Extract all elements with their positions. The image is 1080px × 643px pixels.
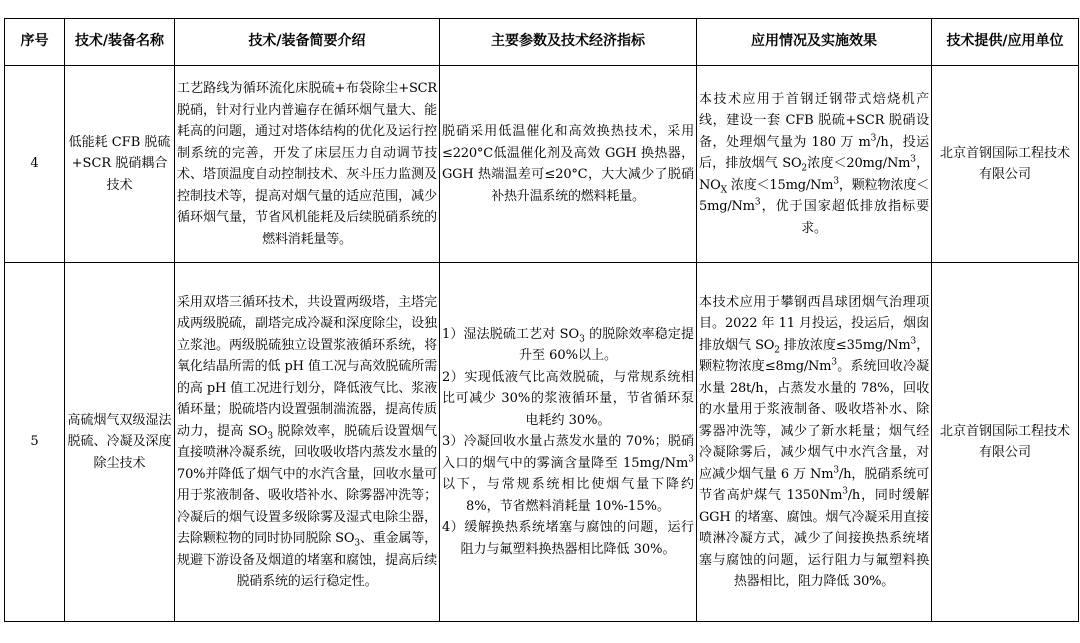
effect-text: 浓度＜15mg/Nm <box>726 177 834 193</box>
superscript: 3 <box>831 357 837 368</box>
effect-text: ，NO <box>699 156 929 193</box>
effect-text: ，颗粒物浓度＜5mg/Nm <box>699 177 929 215</box>
header-provider-unit: 技术提供/应用单位 <box>932 19 1079 66</box>
effect-text: 浓度＜20mg/Nm <box>806 156 911 172</box>
effect-text: 排放浓度≤35mg/Nm <box>779 337 911 353</box>
effect-text: /h，投运后，排放烟气 SO <box>699 134 929 172</box>
superscript: 3 <box>842 486 848 497</box>
header-technology-name: 技术/装备名称 <box>65 19 175 66</box>
table-row <box>5 263 1079 622</box>
table-header-row <box>5 19 1079 66</box>
row-technology-name: 高硫烟气双级湿法脱硫、冷凝及深度除尘技术 <box>65 263 175 622</box>
row-application-effect <box>697 66 932 263</box>
header-main-parameters: 主要参数及技术经济指标 <box>440 19 697 66</box>
row-provider-unit: 北京首钢国际工程技术有限公司 <box>932 263 1079 622</box>
superscript: 3 <box>910 336 916 347</box>
superscript: 3 <box>754 197 761 208</box>
subscript: 3 <box>267 431 273 442</box>
parameter-item-2: 2）实现低液气比高效脱硫，与常规系统相比可减少 30%的浆液循环量，节省循环泵电耗约 30%。 <box>442 369 694 428</box>
subscript: 2 <box>774 345 780 356</box>
effect-text: 本技术应用于首钢迁钢带式焙烧机产线，建设一套 CFB 脱硫+SCR 脱硝设备，处理烟气量为 180 万 m <box>699 91 929 150</box>
subscript: 2 <box>801 163 807 174</box>
row-brief-introduction: 工艺路线为循环流化床脱硫+布袋除尘+SCR脱硝，针对行业内普遍存在循环烟气量大、能耗高的问题，通过对塔体结构的优化及运行控制系统的完善，开发了床层压力自动调节技术、塔顶温度自动控制技术、灰斗压力监测及控制技术等，提高对烟气量的适应范围，减少循环烟气量，节省风机能耗及后续脱硝系统的燃料消耗量等。 <box>175 66 440 263</box>
row-serial-number: 4 <box>5 66 65 263</box>
row-main-parameters <box>440 263 697 622</box>
header-application-effect: 应用情况及实施效果 <box>697 19 932 66</box>
subscript: 3 <box>579 334 585 345</box>
effect-text: ，颗粒物浓度≤8mg/Nm <box>699 337 929 374</box>
row-technology-name: 低能耗 CFB 脱硫+SCR 脱硝耦合技术 <box>65 66 175 263</box>
subscript: 3 <box>354 538 360 549</box>
intro-text: 、重金属等，规避下游设备及烟道的堵塞和腐蚀，提高后续脱硝系统的运行稳定性。 <box>177 531 437 589</box>
parameter-item-4: 4）缓解换热系统堵塞与腐蚀的问题，运行阻力与氟塑料换热器相比降低 30%。 <box>442 520 694 557</box>
row-serial-number: 5 <box>5 263 65 622</box>
superscript: 3 <box>833 176 839 187</box>
superscript: 3 <box>688 454 694 465</box>
parameter-item-3: 3）冷凝回收水量占蒸发水量的 70%；脱硝入口的烟气中的雾滴含量降至 15mg/Nm$^3$以下，与常规系统相比使烟气量下降约 8%，节省燃料消耗量 10%-15%。 <box>442 434 694 514</box>
effect-text: /h，脱硝系统可节省高炉煤气 1350Nm <box>699 466 929 503</box>
row-provider-unit: 北京首钢国际工程技术有限公司 <box>932 66 1079 263</box>
row-main-parameters: 脱硝采用低温催化和高效换热技术，采用≤220°C低温催化剂及高效 GGH 换热器，GGH 热端温差可≤20°C，大大减少了脱硝补热升温系统的燃料耗量。 <box>440 66 697 263</box>
effect-text: 本技术应用于攀钢西昌球团烟气治理项目。2022 年 11 月投运，投运后，烟囱排放烟气 SO <box>699 294 929 353</box>
superscript: 3 <box>910 154 916 165</box>
parameter-item-1: 1）湿法脱硫工艺对 $SO_3$ 的脱除效率稳定提升至 60%以上。 <box>442 326 694 364</box>
superscript: 3 <box>833 465 839 476</box>
technology-table <box>4 18 1079 622</box>
effect-text: 。系统回收冷凝水量 28t/h，占蒸发水量的 78%，回收的水量用于浆液制备、吸收塔补水、除雾器冲洗等，减少了新水耗量；烟气经冷凝除雾后，减少烟气中水汽含量，对应减少烟气量 6 万 Nm <box>699 359 929 482</box>
header-brief-introduction: 技术/装备简要介绍 <box>175 19 440 66</box>
effect-text: /h，同时缓解 GGH 的堵塞、腐蚀。烟气冷凝采用直接喷淋冷凝方式，减少了间接换热系统堵塞与腐蚀的问题，运行阻力与氟塑料换热器相比，阻力降低 30%。 <box>699 488 929 589</box>
subscript: X <box>720 185 727 196</box>
table-row <box>5 66 1079 263</box>
intro-text: 采用双塔三循环技术，共设置两级塔，主塔完成两级脱硫，副塔完成冷凝和深度除尘，设独立浆池。两级脱硫独立设置浆液循环系统，将氧化结晶所需的低 pH 值工况与高效脱硫所需的高 pH 值工况进行划分，降低液气比、浆液循环量；脱硫塔内设置强制湍流器，提高传质动力，提高 SO <box>177 294 437 439</box>
effect-text: ，优于国家超低排放指标要求。 <box>760 199 929 236</box>
superscript: 3 <box>870 133 877 144</box>
row-application-effect <box>697 263 932 622</box>
row-brief-introduction <box>175 263 440 622</box>
header-serial-number: 序号 <box>5 19 65 66</box>
intro-text: 脱除效率，脱硫后设置烟气直接喷淋冷凝系统，回收吸收塔内蒸发水量的 70%并降低了烟气中的水汽含量，回收水量可用于浆液制备、吸收塔补水、除雾器冲洗等；冷凝后的烟气设置多级除雾及湿式电除尘器，去除颗粒物的同时协同脱除 SO <box>177 423 437 546</box>
